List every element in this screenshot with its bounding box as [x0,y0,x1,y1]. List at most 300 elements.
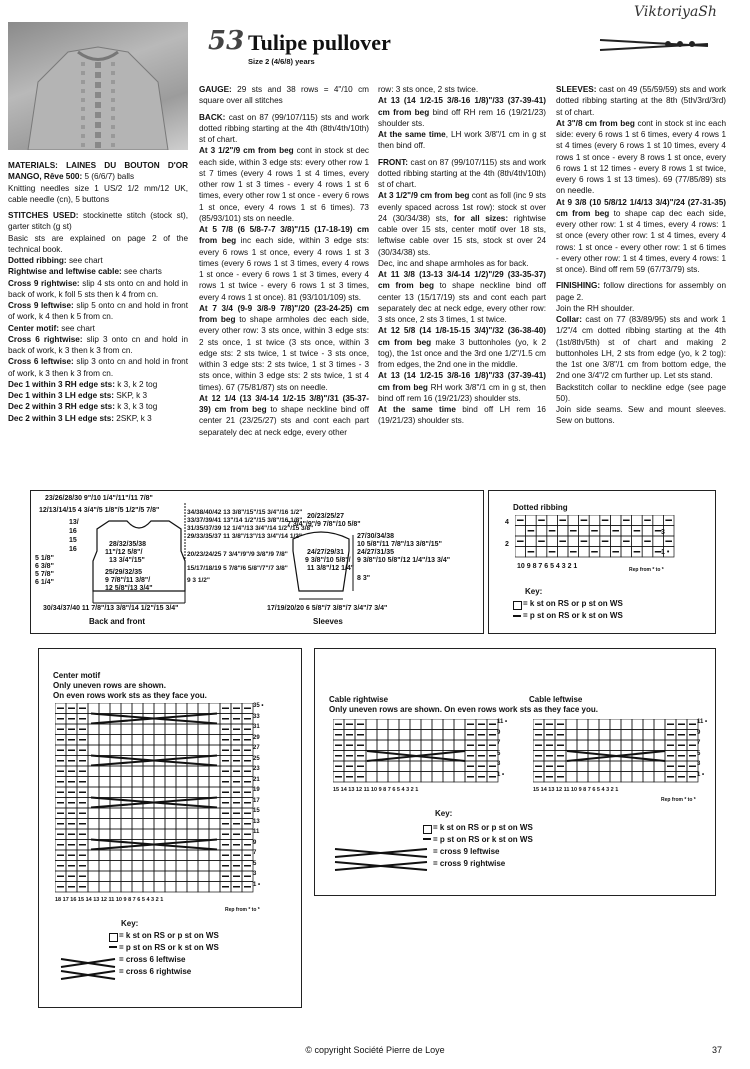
back-column [199,84,369,443]
chart-cell [410,740,421,751]
purl-key-icon [513,615,521,617]
row-label: 9 [497,729,501,736]
sleeves-heading: SLEEVES: [556,85,597,94]
dec4-text: 2SKP, k 3 [114,413,152,423]
chart-cell [526,515,537,526]
chart-cell [187,724,198,735]
chart-cell [121,724,132,735]
chart-cell [588,730,599,741]
back-right-6: 15/17/18/19 5 7/8"/6 5/8"/7"/7 3/8" [187,565,288,572]
gauge-text: 29 sts and 38 rows = 4"/10 cm square over all stitches [199,85,369,106]
chart-cell [132,724,143,735]
chart-cell [132,871,143,882]
chart-cell [198,861,209,872]
chart-cell [99,861,110,872]
chart-cell [88,808,99,819]
chart-cell [588,761,599,772]
chart-cell [132,777,143,788]
chart-cell [187,850,198,861]
chart-cell [154,829,165,840]
sleeve-inner-3: 11 3/8"/12 1/4" [307,565,355,572]
row-label: 17 [253,797,260,804]
chart-cell [654,772,665,783]
chart-cell [88,850,99,861]
chart-cell [600,547,611,558]
back-inner-3: 13 3/4"/15" [109,557,145,564]
chart-cell [443,761,454,772]
front-step6-heading: At the same time [378,405,456,414]
center-key-title: Key: [121,919,139,928]
materials-text: 5 (6/6/7) balls [82,172,135,182]
center-text: see chart [58,323,95,333]
chart-cell [143,882,154,893]
center-key-1: = k st on RS or p st on WS [119,931,219,940]
sleeve-step2-heading: At 9 3/8 (10 5/8/12 1/4/13 3/4)"/24 (27-31-35) cm from beg [556,197,726,218]
chart-cell [377,740,388,751]
chart-cell [121,777,132,788]
chart-cell [621,719,632,730]
chart-cell [557,547,568,558]
chart-cell [410,772,421,783]
front-step6-text: bind off LH rem 16 (19/21/23) shoulder sts. [378,405,546,426]
sleeve-right-2: 10 5/8"/11 7/8"/13 3/8"/15" [357,541,442,548]
chart-cell [154,787,165,798]
front-column [378,84,546,432]
chart-cell [154,703,165,714]
chart-cell [99,819,110,830]
c9r-text: slip 4 sts onto cn and hold in back of work, k foll 5 sts then k 4 from cn. [8,278,188,299]
gauge-heading: GAUGE: [199,85,232,94]
row-label: 15 [253,808,260,814]
chart-cell [599,740,610,751]
chart-cell [198,766,209,777]
chart-cell [588,719,599,730]
cable-right-grid [333,719,501,783]
chart-cell [121,819,132,830]
chart-cell [176,808,187,819]
back-step1-text: cont in stock st dec each side, within 3 edge sts: every other row 1 st 7 times (every 4 rows 1 st 4 times, every other row 1 st 3 times - every 4 rows 1 st 6 times, every other row 1 st once - every 6 rows 1 st once, every 4 rows 1 st 6 times). 73 (85/93/101) sts on needle. [199,146,369,223]
chart-cell [588,740,599,751]
chart-cell [154,861,165,872]
chart-cell [654,730,665,741]
dec2-heading: Dec 1 within 3 LH edge sts: [8,391,115,400]
chart-cell [88,787,99,798]
chart-cell [443,730,454,741]
dec4-heading: Dec 2 within 3 LH edge sts: [8,413,115,423]
page-subtitle: Size 2 (4/6/8) years [248,57,315,66]
chart-cell [654,740,665,751]
chart-cell [621,547,632,558]
chart-cell [610,740,621,751]
chart-cell [632,772,643,783]
chart-cell [209,808,220,819]
dotted-row-2: 2 [505,541,509,548]
row-label: 31 [253,724,260,730]
chart-cell [176,777,187,788]
chart-cell [599,719,610,730]
chart-cell [621,526,632,537]
chart-cell [110,703,121,714]
chart-cell [132,787,143,798]
chart-cell [198,871,209,882]
chart-cell [566,719,577,730]
front-step1-heading: At 3 1/2"/9 cm from beg [378,191,470,201]
chart-cell [99,735,110,746]
chart-cell [187,745,198,756]
row-label: 23 [253,766,260,772]
chart-cell [154,777,165,788]
chart-cell [187,829,198,840]
chart-cell [88,703,99,714]
chart-cell [454,719,465,730]
cable-line: Only uneven rows are shown. On even rows work sts as they face you. [329,705,598,714]
chart-cell [209,777,220,788]
chart-cell [132,882,143,893]
row-label: 3 [253,871,257,877]
chart-cell [143,787,154,798]
chart-cell [588,772,599,783]
purl-key-icon [423,838,431,840]
row-label: 5 [697,750,701,757]
back-step1-heading: At 3 1/2"/9 cm from beg [199,146,294,156]
chart-cell [566,761,577,772]
chart-cell [187,882,198,893]
cable-key-1: = k st on RS or p st on WS [433,823,533,832]
chart-cell [165,745,176,756]
finishing-text: follow directions for assembly on page 2. [556,281,726,302]
chart-cell [143,850,154,861]
chart-cell [377,719,388,730]
dec3-heading: Dec 2 within 3 RH edge sts: [8,402,115,412]
chart-cell [366,730,377,741]
chart-cell [536,547,547,558]
chart-cell [99,882,110,893]
back-right-2: 33/37/39/41 13"/14 1/2"/15 3/8"/16 1/8" [187,517,303,524]
chart-cell [121,808,132,819]
row-label: 1 • [697,771,705,778]
back-top-label: 23/26/28/30 9"/10 1/4"/11"/11 7/8" [45,495,153,502]
chart-cell [643,719,654,730]
chart-cell [110,787,121,798]
chart-cell [99,787,110,798]
chart-cell [432,761,443,772]
chart-cell [187,766,198,777]
chart-cell [410,719,421,730]
back-left-3: 15 [69,537,77,544]
cross-9-icons [333,847,429,873]
front-step1-text: cont as foll (inc 9 sts evenly spaced across 1st row): stock st over 24 (30/34/38) sts, [378,191,546,223]
chart-cell [566,772,577,783]
chart-cell [165,724,176,735]
back-bottom-label: 30/34/37/40 11 7/8"/13 3/8"/14 1/2"/15 3/4" [43,605,179,612]
chart-cell [621,730,632,741]
chart-cell [143,745,154,756]
front-step3-text: to shape neckline bind off center 13 (15/17/19) sts and cont each part separately dec at neck edge, every other row: 3 sts once, 2 sts 3 times, 1 st twice. [378,281,547,324]
back-left-4: 16 [69,546,77,553]
back-step2-text: inc each side, within 3 edge sts: every 6 rows 1 st once, every 4 rows 1 st 3 times (every 6 rows 1 st 3 times, every 4 rows 1 st once - every 6 rows 1 st 3 times, every 4 rows 1 st twice - every 6 rows 1 st 3 times, every 4 rows 1 st once). 81 (93/101/109) sts. [199,236,369,302]
chart-cell [143,871,154,882]
chart-cell [388,772,399,783]
chart-cell [121,766,132,777]
chart-cell [198,819,209,830]
cable-box [314,648,716,896]
chart-cell [143,766,154,777]
chart-cell [110,777,121,788]
chart-cell [176,829,187,840]
schematics-box [30,490,484,634]
cable-left-title: Cable leftwise [529,695,583,704]
chart-cell [515,526,526,537]
chart-cell [643,740,654,751]
chart-cell [176,735,187,746]
front-step1b-text: rightwise cable over 15 sts, center motif over 18 sts, leftwise cable over 15 sts, stock st over 24 (30/34/38) sts. [378,213,546,257]
finishing-heading: FINISHING: [556,281,601,291]
front-heading: FRONT: [378,157,409,167]
chart-cell [88,882,99,893]
chart-cell [454,772,465,783]
chart-cell [209,871,220,882]
chart-cell [654,719,665,730]
chart-cell [566,740,577,751]
row-label: 25 [253,755,260,762]
chart-cell [187,819,198,830]
sleeve-inner-2: 9 3/8"/10 5/8"/ [305,557,351,564]
back-step6-text: , LH work 3/8"/1 cm in g st then bind off. [378,130,546,151]
back-right-7: 9 3 1/2" [187,577,210,584]
chart-cell [132,861,143,872]
row-label: 1 • [253,881,261,888]
chart-cell [88,871,99,882]
chart-cell [209,787,220,798]
row-label: 13 [253,818,260,825]
chart-cell [110,871,121,882]
chart-cell [632,740,643,751]
dotted-row-4: 4 [505,519,509,526]
center-col-labels: 18 17 16 15 14 13 12 11 10 9 8 7 6 5 4 3 2 1 [55,897,164,903]
sleeve-step1-heading: At 3"/8 cm from beg [556,118,635,128]
chart-cell [165,882,176,893]
chart-cell [198,777,209,788]
chart-cell [99,724,110,735]
center-heading: Center motif: [8,323,59,333]
chart-cell [547,515,558,526]
back-step6-heading: At the same time [378,130,446,139]
row-label: 3 [697,761,701,767]
center-repeat: Rep from * to * [225,907,260,913]
chart-cell [653,536,664,547]
chart-cell [557,526,568,537]
cable-right-title: Cable rightwise [329,695,389,704]
cross-9-mark [567,751,665,761]
chart-cell [176,882,187,893]
copyright: © copyright Société Pierre de Loye [305,1045,445,1055]
chart-cell [110,745,121,756]
chart-cell [643,772,654,783]
chart-cell [643,761,654,772]
back-step3-heading: At 7 3/4 (9-9 3/8-9 7/8)"/20 (23-24-25) cm from beg [199,303,369,324]
dotted-heading: Dotted ribbing: [8,256,67,265]
chart-cell [632,515,643,526]
back-upper-label: 12/13/14/15 4 3/4"/5 1/8"/5 1/2"/5 7/8" [39,507,160,514]
chart-cell [132,850,143,861]
chart-cell [154,766,165,777]
chart-cell [132,808,143,819]
center-title: Center motif [53,671,101,680]
back-step4-heading: At 12 1/4 (13 3/4-14 1/2-15 3/8)"/31 (35-37-39) cm from beg [199,393,369,414]
chart-cell [176,766,187,777]
sleeves-text: cast on 49 (55/59/59) sts and work dotted ribbing starting at the 8th (5th/3rd/3rd) st of chart. [556,85,726,117]
chart-cell [568,515,579,526]
chart-cell [443,740,454,751]
chart-cell [643,730,654,741]
chart-cell [165,808,176,819]
chart-cell [610,730,621,741]
center-key-2: = p st on RS or k st on WS [119,943,219,952]
dotted-row-1: 1 • [661,549,670,556]
chart-cell [99,850,110,861]
chart-cell [589,515,600,526]
knit-key-icon [109,933,118,942]
chart-cell [198,882,209,893]
chart-cell [621,740,632,751]
cable-text: see charts [121,267,162,277]
chart-cell [110,735,121,746]
front-step5-text: RH work 3/8"/1 cm in g st, then bind off rem 16 (19/21/23) shoulder sts. [378,382,546,403]
chart-cell [399,772,410,783]
chart-cell [143,829,154,840]
back-inner-4: 25/29/32/35 [105,569,142,576]
chart-cell [432,772,443,783]
row-label: 21 [253,776,260,783]
dotted-key-2: = p st on RS or k st on WS [523,611,623,620]
dotted-repeat: Rep from * to * [629,567,664,573]
chart-cell [209,703,220,714]
chart-cell [88,735,99,746]
chart-cell [121,787,132,798]
back-left-6: 6 3/8" [35,563,54,570]
row-label: 7 [697,740,701,746]
chart-cell [88,766,99,777]
chart-cell [388,740,399,751]
back-right-1: 34/38/40/42 13 3/8"/15"/15 3/4"/16 1/2" [187,509,303,516]
chart-cell [176,819,187,830]
chart-cell [154,808,165,819]
c9r-heading: Cross 9 rightwise: [8,278,80,288]
collar-text-2: Backstitch collar to neckline edge (see page 50). [556,382,726,403]
chart-cell [577,761,588,772]
chart-cell [132,745,143,756]
chart-cell [410,730,421,741]
chart-cell [187,808,198,819]
chart-cell [421,761,432,772]
chart-cell [176,787,187,798]
chart-cell [165,787,176,798]
signature: ViktoriyaSh [634,4,717,20]
cable-key-title: Key: [435,809,453,818]
row-label: 29 [253,734,260,741]
chart-cell [599,772,610,783]
chart-cell [566,730,577,741]
back-inner-2: 11"/12 5/8"/ [105,549,143,556]
cable-key-4: = cross 9 rightwise [433,859,506,868]
dotted-text: see chart [66,256,103,265]
chart-cell [536,526,547,537]
row-label: 35 • [253,703,264,709]
chart-cell [110,882,121,893]
sleeve-step1-text: cont in stock st inc each side: every 6 rows 1 st 6 times, every 4 rows 1 st 4 times (every 6 rows 1 st 10 times, every 4 rows 1 st once - every 8 rows 1 st once, every 6 rows 1 st 12 times - every 8 rows 1 st twice, every 6 rows 1 st 13 times). 69 (77/85/89) sts on needle. [556,118,726,196]
chart-cell [421,719,432,730]
back-step3-text: to shape armholes dec each side, every other row: 3 sts once, within 3 edge sts: 2 sts once, 1 st twice (3 sts once, within 3 edge sts: 2 sts twice, 1 st twice - 3 sts once, within 3 edge sts: 2 sts twice, 1 st 3 times - 3 sts once, within 3 edge sts: 2 sts twice, 1 st 4 times). 67 (75/81/87) sts on needle. [199,315,369,392]
chart-cell [165,735,176,746]
chart-cell [577,772,588,783]
chart-cell [99,745,110,756]
row-label: 3 [497,761,501,767]
dec1-text: k 3, k 2 tog [114,379,158,389]
chart-cell [632,536,643,547]
chart-cell [610,772,621,783]
chart-cell [165,766,176,777]
chart-cell [154,871,165,882]
collar-text: cast on 77 (83/89/95) sts and work 1 1/2"/4 cm dotted ribbing starting at the 4th (1st/8th/5th) st of chart and making 2 buttonholes LH, 2 sts from edge (yo, k 2 tog): the 1st one 3/8"/1 cm from bottom edge, the 2nd one 3/4"/2 cm further up. Let sts stand. [556,315,726,381]
sleeve-step2-text: to shape cap dec each side, every other row: 1 st 4 times, every 4 rows: 1 st once (every other row: 1 st 4 times, every 4 rows: 1 st once - every other row: 1 st 6 times - every other row: 1 st 4 times, every 4 rows: 1 st once). Bind off rem 59 (67/73/79) sts. [556,208,726,274]
chart-cell [610,719,621,730]
chart-cell [198,724,209,735]
chart-cell [143,861,154,872]
chart-cell [154,882,165,893]
chart-cell [454,761,465,772]
basic-text: Basic sts are explained on page 2 of the technical book. [8,233,188,254]
back-step4-text: to shape neckline bind off center 21 (23/25/27) sts and cont each part separately dec at neck edge, every other [199,405,369,437]
center-line-1: Only uneven rows are shown. [53,681,166,690]
center-motif-box [38,648,302,1008]
chart-cell [165,850,176,861]
chart-cell [599,761,610,772]
dec2-text: SKP, k 3 [114,391,148,400]
sleeve-right-5: 8 3" [357,575,371,582]
center-line-2: On even rows work sts as they face you. [53,691,207,700]
chart-cell [600,526,611,537]
chart-cell [642,547,653,558]
chart-cell [165,703,176,714]
chart-cell [121,829,132,840]
row-label: 33 [253,713,260,720]
chart-cell [187,777,198,788]
chart-cell [88,861,99,872]
chart-cell [377,730,388,741]
back-right-4: 29/33/35/37 11 3/8"/13"/13 3/4"/14 1/2" [187,533,302,540]
chart-cell [176,871,187,882]
chart-cell [110,861,121,872]
back-inner-5: 9 7/8"/11 3/8"/ [105,577,151,584]
back-step5-text: bind off RH rem 16 (19/21/23) shoulder sts. [378,107,546,128]
dotted-row-3: 3 [661,529,665,536]
chart-cell [432,719,443,730]
chart-cell [198,787,209,798]
materials-heading: MATERIALS: LAINES DU BOUTON D'OR MANGO, Rêve 500: [8,161,188,182]
chart-cell [154,850,165,861]
chart-cell [443,772,454,783]
dotted-ribbing-box [488,490,716,634]
finishing-text-2: Join the RH shoulder. [556,303,635,313]
chart-cell [132,819,143,830]
back-left-5: 5 1/8" [35,555,54,562]
chart-cell [388,719,399,730]
chart-cell [132,735,143,746]
chart-cell [632,719,643,730]
chart-cell [88,777,99,788]
row-label: 11 • [697,719,708,725]
sleeve-right-3: 24/27/31/35 [357,549,394,556]
